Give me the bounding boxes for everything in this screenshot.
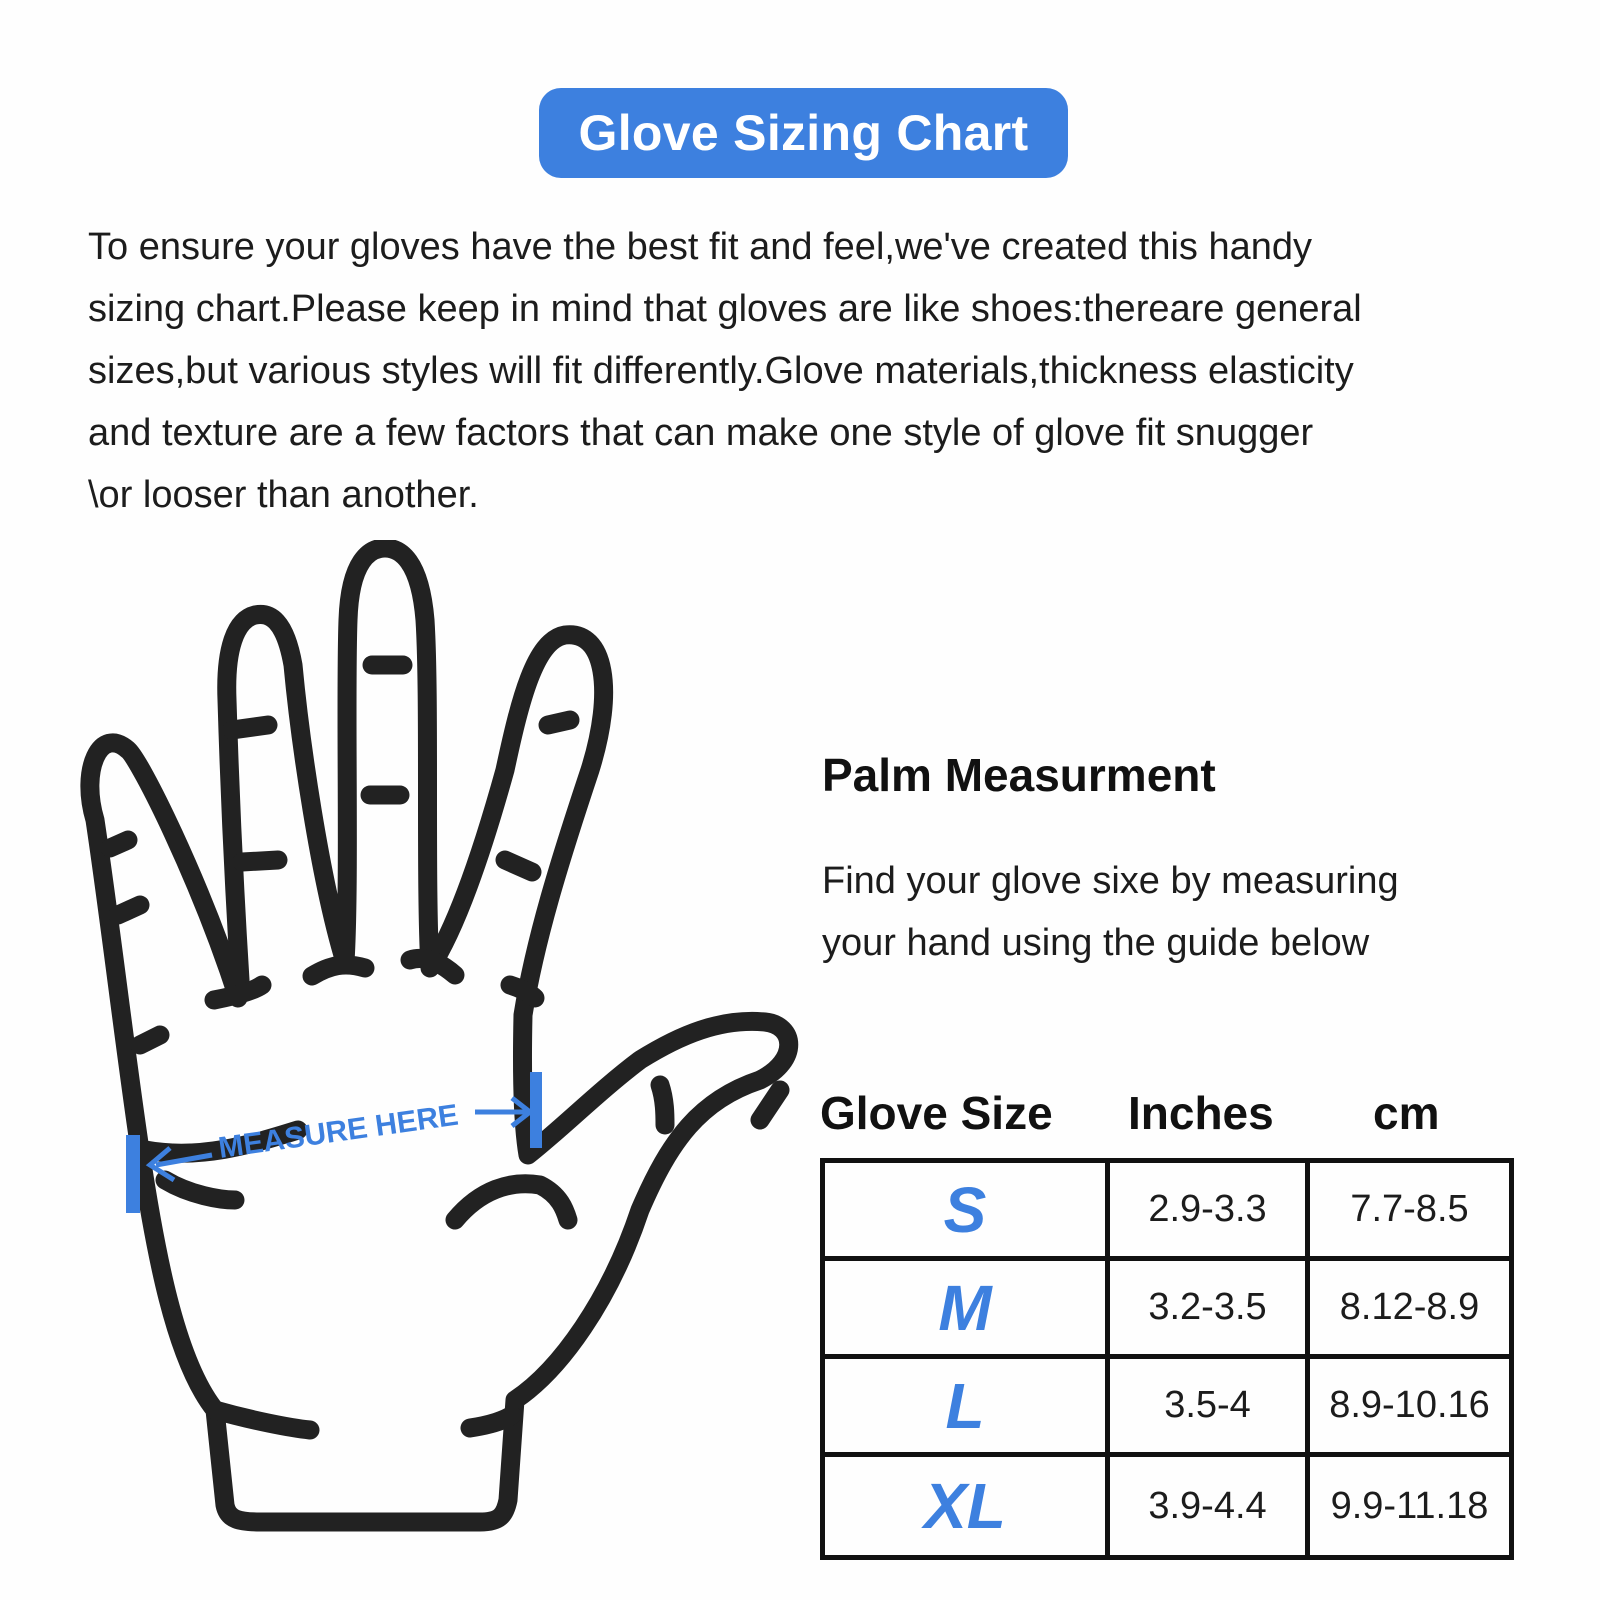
knuckle-mark bbox=[242, 860, 278, 862]
palm-desc-line: Find your glove sixe by measuring bbox=[822, 860, 1399, 902]
cm-cell: 8.9-10.16 bbox=[1310, 1359, 1509, 1457]
inches-cell: 3.9-4.4 bbox=[1110, 1457, 1310, 1555]
knuckle-mark bbox=[505, 860, 532, 872]
inches-cell: 3.5-4 bbox=[1110, 1359, 1310, 1457]
measure-bar-right bbox=[530, 1072, 542, 1148]
finger-crease bbox=[510, 985, 535, 998]
size-cell: XL bbox=[825, 1457, 1110, 1555]
cm-cell: 8.12-8.9 bbox=[1310, 1261, 1509, 1359]
palm-crease bbox=[165, 1180, 235, 1200]
measure-bar-left bbox=[126, 1135, 140, 1213]
knuckle-mark bbox=[140, 1035, 160, 1045]
finger-crease bbox=[214, 985, 262, 1000]
finger-crease bbox=[312, 965, 365, 976]
knuckle-mark bbox=[548, 720, 570, 725]
table-header-cm: cm bbox=[1373, 1087, 1440, 1139]
measure-here-label: MEASURE HERE bbox=[216, 1098, 461, 1165]
palm-measurement-description bbox=[822, 850, 1522, 974]
intro-line: \or looser than another. bbox=[88, 474, 479, 516]
palm-crease bbox=[660, 1085, 665, 1125]
hand-outline bbox=[90, 548, 789, 1522]
inches-cell: 3.2-3.5 bbox=[1110, 1261, 1310, 1359]
knuckle-mark bbox=[232, 725, 268, 730]
palm-desc-line: your hand using the guide below bbox=[822, 922, 1370, 964]
palm-measurement-heading: Palm Measurment bbox=[822, 749, 1216, 801]
wrist-crease bbox=[470, 1415, 512, 1428]
intro-line: To ensure your gloves have the best fit and feel,we've created this handy bbox=[88, 226, 1312, 268]
intro-line: sizing chart.Please keep in mind that gloves are like shoes:thereare general bbox=[88, 288, 1362, 330]
size-cell: M bbox=[825, 1261, 1110, 1359]
inches-cell: 2.9-3.3 bbox=[1110, 1163, 1310, 1261]
size-table bbox=[820, 1158, 1514, 1560]
cm-cell: 7.7-8.5 bbox=[1310, 1163, 1509, 1261]
hand-outline-illustration bbox=[0, 540, 820, 1600]
knuckle-mark bbox=[118, 905, 140, 915]
page-title: Glove Sizing Chart bbox=[539, 88, 1068, 178]
intro-paragraph bbox=[88, 216, 1548, 526]
wrist-crease bbox=[215, 1410, 310, 1430]
table-header-glove-size: Glove Size bbox=[820, 1087, 1053, 1139]
palm-crease bbox=[760, 1090, 780, 1120]
size-cell: S bbox=[825, 1163, 1110, 1261]
table-header-inches: Inches bbox=[1128, 1087, 1274, 1139]
cm-cell: 9.9-11.18 bbox=[1330, 1484, 1489, 1527]
size-cell: L bbox=[825, 1359, 1110, 1457]
intro-line: and texture are a few factors that can make one style of glove fit snugger bbox=[88, 412, 1314, 454]
intro-line: sizes,but various styles will fit differently.Glove materials,thickness elasticity bbox=[88, 350, 1354, 392]
palm-crease bbox=[455, 1184, 568, 1220]
knuckle-mark bbox=[110, 840, 128, 848]
